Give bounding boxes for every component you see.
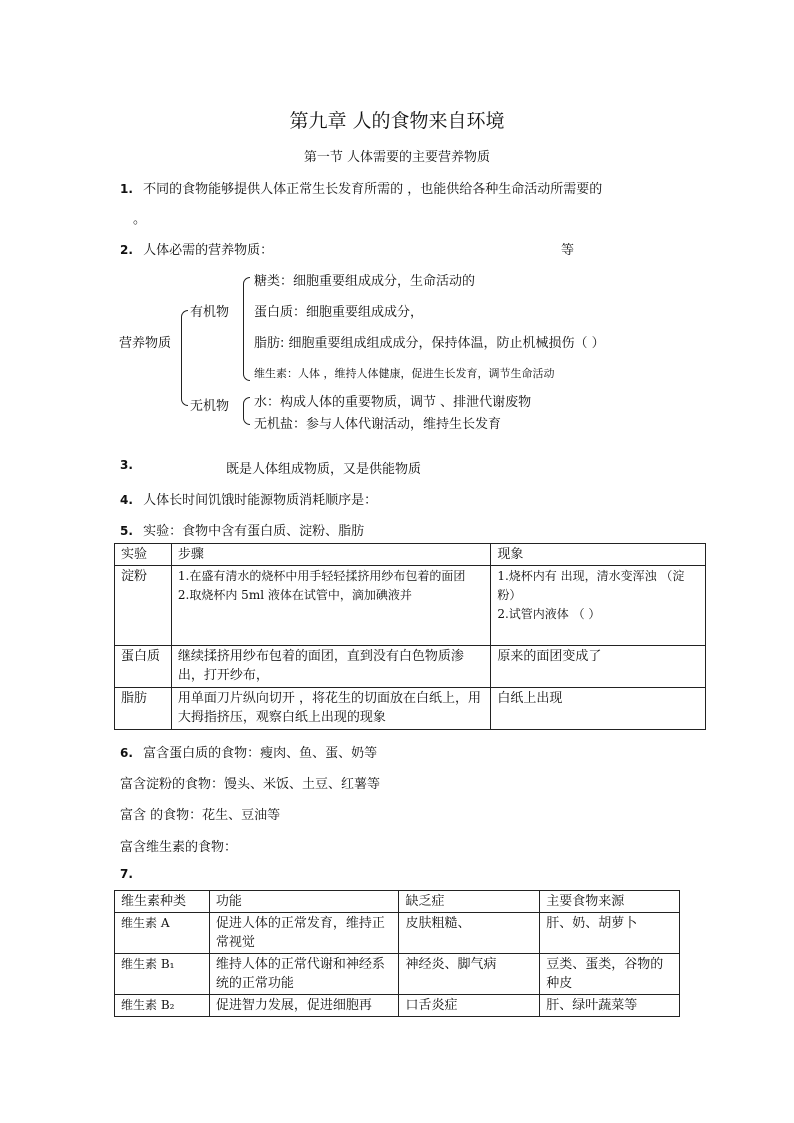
row-steps: 用单面刀片纵向切开 ，将花生的切面放在白纸上，用大拇指挤压，观察白纸上出现的现象 <box>171 688 490 730</box>
table-row <box>115 688 706 730</box>
food-fat: 富含 的食物：花生、豆油等 <box>120 808 281 823</box>
vitamin-deficiency: 皮肤粗糙、 <box>399 913 540 954</box>
question-3-num: 3. <box>120 458 133 472</box>
header-cell: 现象 <box>491 544 706 566</box>
food-vitamin: 富含维生素的食物： <box>120 840 238 855</box>
row-result: 原来的面团变成了 <box>491 646 706 688</box>
question-2: 2. 人体必需的营养物质： <box>120 243 274 258</box>
question-1-tail: 。 <box>133 212 147 227</box>
tree-inorganic: 无机物 <box>190 399 230 414</box>
inorganic-brace <box>243 397 250 425</box>
tree-item-vitamin: 维生素：人体 ，维持人体健康，促进生长发育，调节生命活动 <box>254 367 555 380</box>
vitamin-source: 豆类、蛋类，谷物的种皮 <box>540 954 680 995</box>
question-7: 7. <box>120 867 133 881</box>
header-cell: 实验 <box>115 544 172 566</box>
tree-root: 营养物质 <box>119 336 172 351</box>
row-label: 蛋白质 <box>115 646 172 688</box>
experiment-table <box>114 543 706 730</box>
table-row <box>115 954 680 995</box>
tree-organic: 有机物 <box>190 305 230 320</box>
vitamin-source: 肝、绿叶蔬菜等 <box>540 995 680 1017</box>
table-row <box>115 913 680 954</box>
tree-item-protein: 蛋白质：细胞重要组成成分， <box>254 305 424 320</box>
table-header-row <box>115 891 680 913</box>
section-title: 第一节 人体需要的主要营养物质 <box>303 150 491 165</box>
row-result: 白纸上出现 <box>491 688 706 730</box>
vitamin-name: 维生素 B₁ <box>115 954 210 995</box>
question-1: 1. 不同的食物能够提供人体正常生长发育所需的 ，也能供给各种生命活动所需要的 <box>120 182 603 197</box>
row-label: 脂肪 <box>115 688 172 730</box>
tree-item-water: 水：构成人体的重要物质，调节 、排泄代谢废物 <box>254 395 532 410</box>
vitamin-source: 肝、奶、胡萝卜 <box>540 913 680 954</box>
row-label: 淀粉 <box>115 566 172 646</box>
header-cell: 维生素种类 <box>115 891 210 913</box>
row-steps: 继续揉挤用纱布包着的面团，直到没有白色物质渗出，打开纱布， <box>171 646 490 688</box>
row-steps: 1.在盛有清水的烧杯中用手轻轻揉挤用纱布包着的面团 2.取烧杯内 5ml 液体在试管中，滴加碘液并 <box>171 566 490 646</box>
vitamin-deficiency: 神经炎、脚气病 <box>399 954 540 995</box>
tree-item-sugar: 糖类：细胞重要组成成分，生命活动的 <box>254 274 476 289</box>
row-result: 1.烧杯内有 出现，清水变浑浊 （淀粉） 2.试管内液体 （ ） <box>491 566 706 646</box>
question-3: 既是人体组成物质，又是供能物质 <box>226 462 422 477</box>
tree-item-salt: 无机盐：参与人体代谢活动，维持生长发育 <box>254 417 502 432</box>
page-title: 第九章 人的食物来自环境 <box>289 110 505 132</box>
vitamin-function: 维持人体的正常代谢和神经系统的正常功能 <box>209 954 399 995</box>
table-row <box>115 646 706 688</box>
table-row <box>115 995 680 1017</box>
question-4: 4. 人体长时间饥饿时能源物质消耗顺序是： <box>120 493 378 508</box>
table-row <box>115 566 706 646</box>
food-starch: 富含淀粉的食物：馒头、米饭、土豆、红薯等 <box>120 777 381 792</box>
vitamin-function: 促进智力发展，促进细胞再 <box>209 995 399 1017</box>
vitamin-table <box>114 890 680 1017</box>
root-brace <box>181 310 188 406</box>
vitamin-deficiency: 口舌炎症 <box>399 995 540 1017</box>
tree-item-fat: 脂肪: 细胞重要组成组成成分，保持体温，防止机械损伤（ ） <box>254 336 605 351</box>
vitamin-name: 维生素 B₂ <box>115 995 210 1017</box>
vitamin-function: 促进人体的正常发育，维持正常视觉 <box>209 913 399 954</box>
header-cell: 步骤 <box>171 544 490 566</box>
header-cell: 功能 <box>209 891 399 913</box>
question-5: 5. 实验：食物中含有蛋白质、淀粉、脂肪 <box>120 524 365 539</box>
question-6: 6. 富含蛋白质的食物：瘦肉、鱼、蛋、奶等 <box>120 746 378 761</box>
question-2-tail: 等 <box>561 243 575 258</box>
organic-brace <box>243 277 250 381</box>
header-cell: 缺乏症 <box>399 891 540 913</box>
table-header-row <box>115 544 706 566</box>
header-cell: 主要食物来源 <box>540 891 680 913</box>
vitamin-name: 维生素 A <box>115 913 210 954</box>
